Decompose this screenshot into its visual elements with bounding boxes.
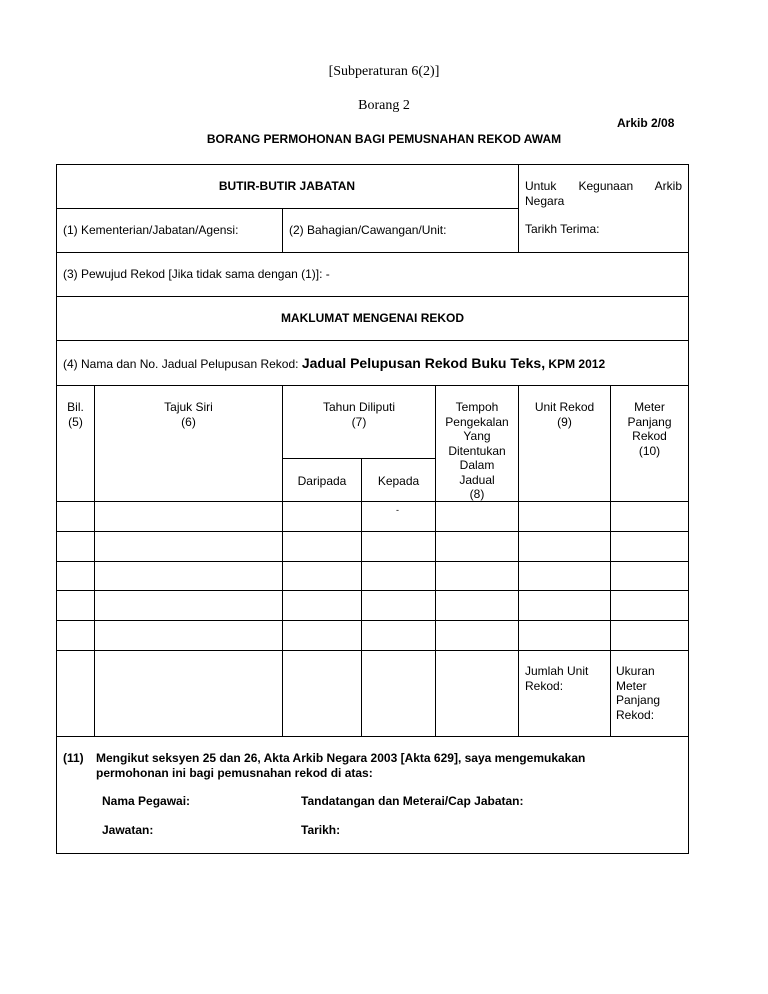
archive-reference: Arkib 2/08	[617, 116, 675, 130]
table-row-mark: -	[396, 505, 399, 515]
records-heading: MAKLUMAT MENGENAI REKOD	[280, 311, 465, 325]
declaration-line2: permohonan ini bagi pemusnahan rekod di atas:	[96, 766, 373, 780]
archive-use-label: Untuk Kegunaan Arkib Negara	[525, 179, 682, 208]
meter-size-label[interactable]: Ukuran Meter Panjang Rekod:	[616, 664, 661, 722]
signature-field[interactable]: Tandatangan dan Meterai/Cap Jabatan:	[301, 794, 524, 808]
form-number: Borang 2	[358, 98, 410, 113]
position-field[interactable]: Jawatan:	[102, 823, 154, 837]
subregulation: [Subperaturan 6(2)]	[328, 64, 440, 79]
date-field[interactable]: Tarikh:	[301, 823, 341, 837]
col-header-bil: Bil. (5)	[67, 400, 84, 429]
date-received-field[interactable]: Tarikh Terima:	[525, 222, 600, 236]
col-header-from: Daripada	[297, 474, 347, 488]
schedule-label: (4) Nama dan No. Jadual Pelupusan Rekod:	[63, 357, 299, 371]
declaration-line1: Mengikut seksyen 25 dan 26, Akta Arkib Negara 2003 [Akta 629], saya mengemukakan	[96, 751, 586, 765]
col-header-record-unit: Unit Rekod (9)	[534, 400, 595, 429]
schedule-field[interactable]	[63, 355, 605, 371]
total-units-label[interactable]: Jumlah Unit Rekod:	[525, 664, 589, 693]
col-header-series-title: Tajuk Siri (6)	[164, 400, 213, 429]
record-creator-field[interactable]: (3) Pewujud Rekod [Jika tidak sama dengan (1)]: -	[63, 267, 330, 281]
schedule-year: KPM 2012	[548, 357, 606, 371]
declaration-number: (11)	[63, 751, 84, 765]
officer-name-field[interactable]: Nama Pegawai:	[102, 794, 191, 808]
col-header-to: Kepada	[377, 474, 420, 488]
form-title: BORANG PERMOHONAN BAGI PEMUSNAHAN REKOD AWAM	[206, 132, 562, 146]
ministry-field[interactable]: (1) Kementerian/Jabatan/Agensi:	[63, 223, 239, 237]
dept-heading: BUTIR-BUTIR JABATAN	[218, 179, 356, 193]
col-header-years: Tahun Diliputi (7)	[322, 400, 396, 429]
col-header-retention: Tempoh Pengekalan Yang Ditentukan Dalam Jadual (8)	[445, 400, 509, 501]
col-header-meter: Meter Panjang Rekod (10)	[627, 400, 672, 458]
division-field[interactable]: (2) Bahagian/Cawangan/Unit:	[289, 223, 447, 237]
schedule-value: Jadual Pelupusan Rekod Buku Teks,	[301, 355, 546, 371]
